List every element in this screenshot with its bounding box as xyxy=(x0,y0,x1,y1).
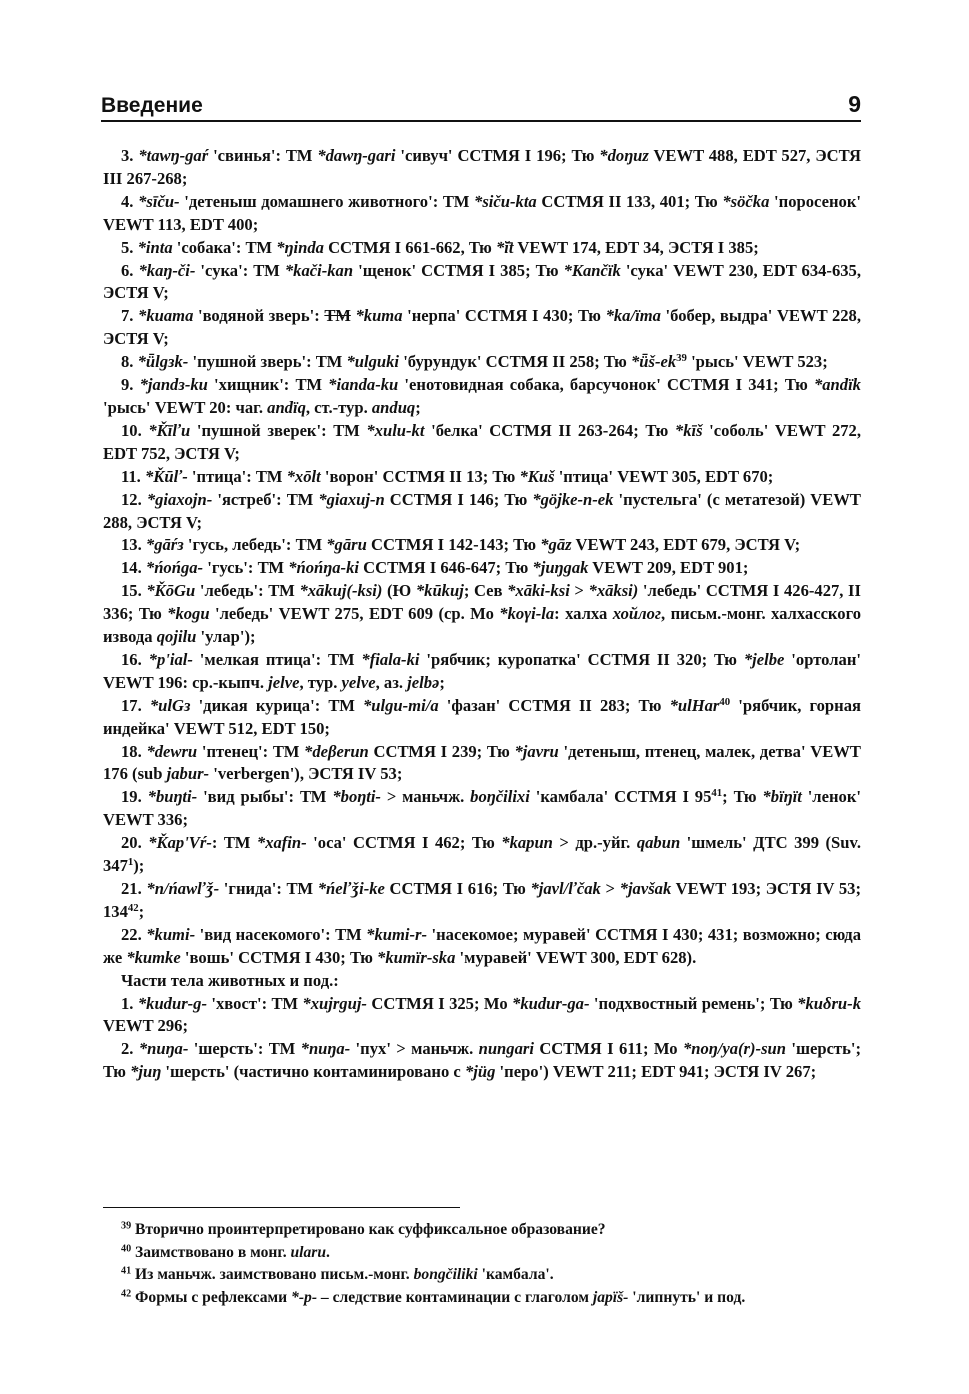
entry-paragraph: 4. *sīču- 'детеныш домашнего животного': ТМ *siču-kta ССТМЯ II 133, 401; Тю *söčka 'поросенок' VEWT 113, EDT 400; xyxy=(103,191,861,234)
entry-paragraph: 8. *ǖlgзk- 'пушной зверь': ТМ *ulguki 'бурундук' ССТМЯ II 258; Тю $*ǖš-ek^{39}$ 'рысь' VEWT 523; xyxy=(121,352,828,372)
entry-paragraph: Части тела животных и под.: xyxy=(121,970,339,990)
page-number: 9 xyxy=(848,91,861,117)
entry-paragraph: 6. *kaŋ-či- 'сука': ТМ *kači-kan 'щенок' ССТМЯ I 385; Тю *Kančïk 'сука' VEWT 230, EDT 634-635, ЭСТЯ V; xyxy=(103,260,861,303)
entry-paragraph: 20. *Ǩap'Vŕ-: ТМ *xafin- 'оса' ССТМЯ I 462; Тю *kapun > др.-уйг. qabun 'шмель' ДТС 399 (Suv. $347^1$); xyxy=(103,833,862,876)
entry-paragraph: 17. *ulGз 'дикая курица': ТМ *ulgu-mi/a 'фазан' ССТМЯ II 283; Тю *ulHar$^{40}$ 'рябчик, горная индейка' VEWT 512, EDT 150; xyxy=(103,695,861,738)
entry-paragraph: 2. *nuŋa- 'шерсть': ТМ *nuŋa- 'пух' > маньчж. nungari ССТМЯ I 611; Мо *noŋ/ya(r)-sun 'шерсть'; Тю *juŋ 'шерсть' (частично контаминировано с *jüg 'перо') VEWT 211; EDT 941; ЭСТЯ IV 267; xyxy=(103,1039,861,1082)
entry-paragraph: 9. *jandз-ku 'хищник': ТМ *ianda-ku 'енотовидная собака, барсучонок' ССТМЯ I 341; Тю *andïk 'рысь' VEWT 20: чаг. andïq, ст.-тур. anduq; xyxy=(103,375,861,417)
footnote-40: $^{40}$ Заимствовано в монг. ularu. xyxy=(121,1243,330,1261)
entry-paragraph: 16. *p'ial- 'мелкая птица': ТМ *fiala-ki 'рябчик; куропатка' ССТМЯ II 320; Тю *jelbe 'ортолан' VEWT 196: ср.-кыпч. jelve, тур. yelve, аз. jelbə; xyxy=(103,649,862,692)
subsection-heading: 1. *kudur-g- 'хвост': ТМ *xujrguj- ССТМЯ I 325; Мо *kudur-ga- 'подхвостный ремень'; Тю *kuδru-k VEWT 296; xyxy=(103,993,861,1036)
footnotes xyxy=(103,1219,861,1309)
entry-paragraph: 12. *giaxojn- 'ястреб': ТМ *giaxuj-n ССТМЯ I 146; Тю *göjke-n-ek 'пустельга' (с метатезой) VEWT 288, ЭСТЯ V; xyxy=(103,489,862,532)
section-title: Введение xyxy=(101,94,203,117)
entry-paragraph: 3. *tawŋ-gaŕ 'свинья': ТМ *dawŋ-gari 'сивуч' ССТМЯ I 196; Тю *doŋuz VEWT 488, EDT 527, ЭСТЯ III 267-268; xyxy=(103,146,861,188)
footnote-41: $^{41}$ Из маньчж. заимствовано письм.-монг. bongčiliki 'камбала'. xyxy=(121,1265,554,1284)
entry-paragraph: 18. *dewru 'птенец': ТМ *deβerun ССТМЯ I 239; Тю *javru 'детеныш, птенец, малек, детва' VEWT 176 (sub jabur- 'verbergen'), ЭСТЯ IV 53; xyxy=(103,741,861,784)
entry-paragraph: 7. *kuama 'водяной зверь': ТМ *kuma 'нерпа' ССТМЯ I 430; Тю *ka/ïma 'бобер, выдра' VEWT 228, ЭСТЯ V; xyxy=(103,306,861,349)
entry-paragraph: 19. *buŋti- 'вид рыбы': ТМ *boŋti- > маньчж. boŋčilixi 'камбала' ССТМЯ I $95^{41}$; Тю *bïŋït 'ленок' VEWT 336; xyxy=(103,787,862,830)
footnote-separator xyxy=(103,1207,460,1208)
entry-paragraph: 15. *ǨōGu 'лебедь': ТМ *xākuj(-ksi) (Ю *kūkuj; Сев *xāki-ksi > *xāksi) 'лебедь' ССТМЯ I 426-427, II 336; Тю *kogu 'лебедь' VEWT 275, EDT 609 (ср. Мо *koγi-la: халха хойлог, письм.-монг. халхасского извода qojilu 'улар'); xyxy=(103,581,861,647)
entry-paragraph: 13. *gāŕз 'гусь, лебедь': ТМ *gāru ССТМЯ I 142-143; Тю *gāz VEWT 243, EDT 679, ЭСТЯ V; xyxy=(121,535,801,555)
entry-paragraph: 5. *inta 'собака': ТМ *ŋinda ССТМЯ I 661-662, Тю *ĭ̄t VEWT 174, EDT 34, ЭСТЯ I 385; xyxy=(121,237,759,257)
entry-paragraph: 11. *Ǩūľ- 'птица': ТМ *xōlt 'ворон' ССТМЯ II 13; Тю *Kuš 'птица' VEWT 305, EDT 670; xyxy=(121,466,774,486)
footnote-42: $^{42}$ Формы с рефлексами *-p- – следствие контаминации с глаголом japïš- 'липнуть' и под. xyxy=(121,1288,746,1306)
entry-paragraph: 14. *ńońga- 'гусь': ТМ *ńońŋa-ki ССТМЯ I 646-647; Тю *juŋgak VEWT 209, EDT 901; xyxy=(121,558,749,578)
entry-paragraph: 21. *n/ńawľǯ- 'гнида': ТМ *ńeľǯi-ke ССТМЯ I 616; Тю *javl/ľčak > *javšak VEWT 193; ЭСТЯ IV 53; $134^{42}$; xyxy=(103,879,862,921)
page-header xyxy=(101,86,861,122)
main-text xyxy=(103,145,861,1084)
entry-paragraph: 10. *Ǩīľu 'пушной зверек': ТМ *xulu-kt 'белка' ССТМЯ II 263-264; Тю *kīš 'соболь' VEWT 272, EDT 752, ЭСТЯ V; xyxy=(103,420,861,463)
footnote-39: $^{39}$ Вторично проинтерпретировано как суффиксальное образование? xyxy=(121,1220,606,1238)
entry-paragraph: 22. *kumi- 'вид насекомого': ТМ *kumi-r- 'насекомое; муравей' ССТМЯ I 430; 431; возможно; сюда же *kumke 'вошь' ССТМЯ I 430; Тю *kumïr-ska 'муравей' VEWT 300, EDT 628). xyxy=(103,924,861,967)
